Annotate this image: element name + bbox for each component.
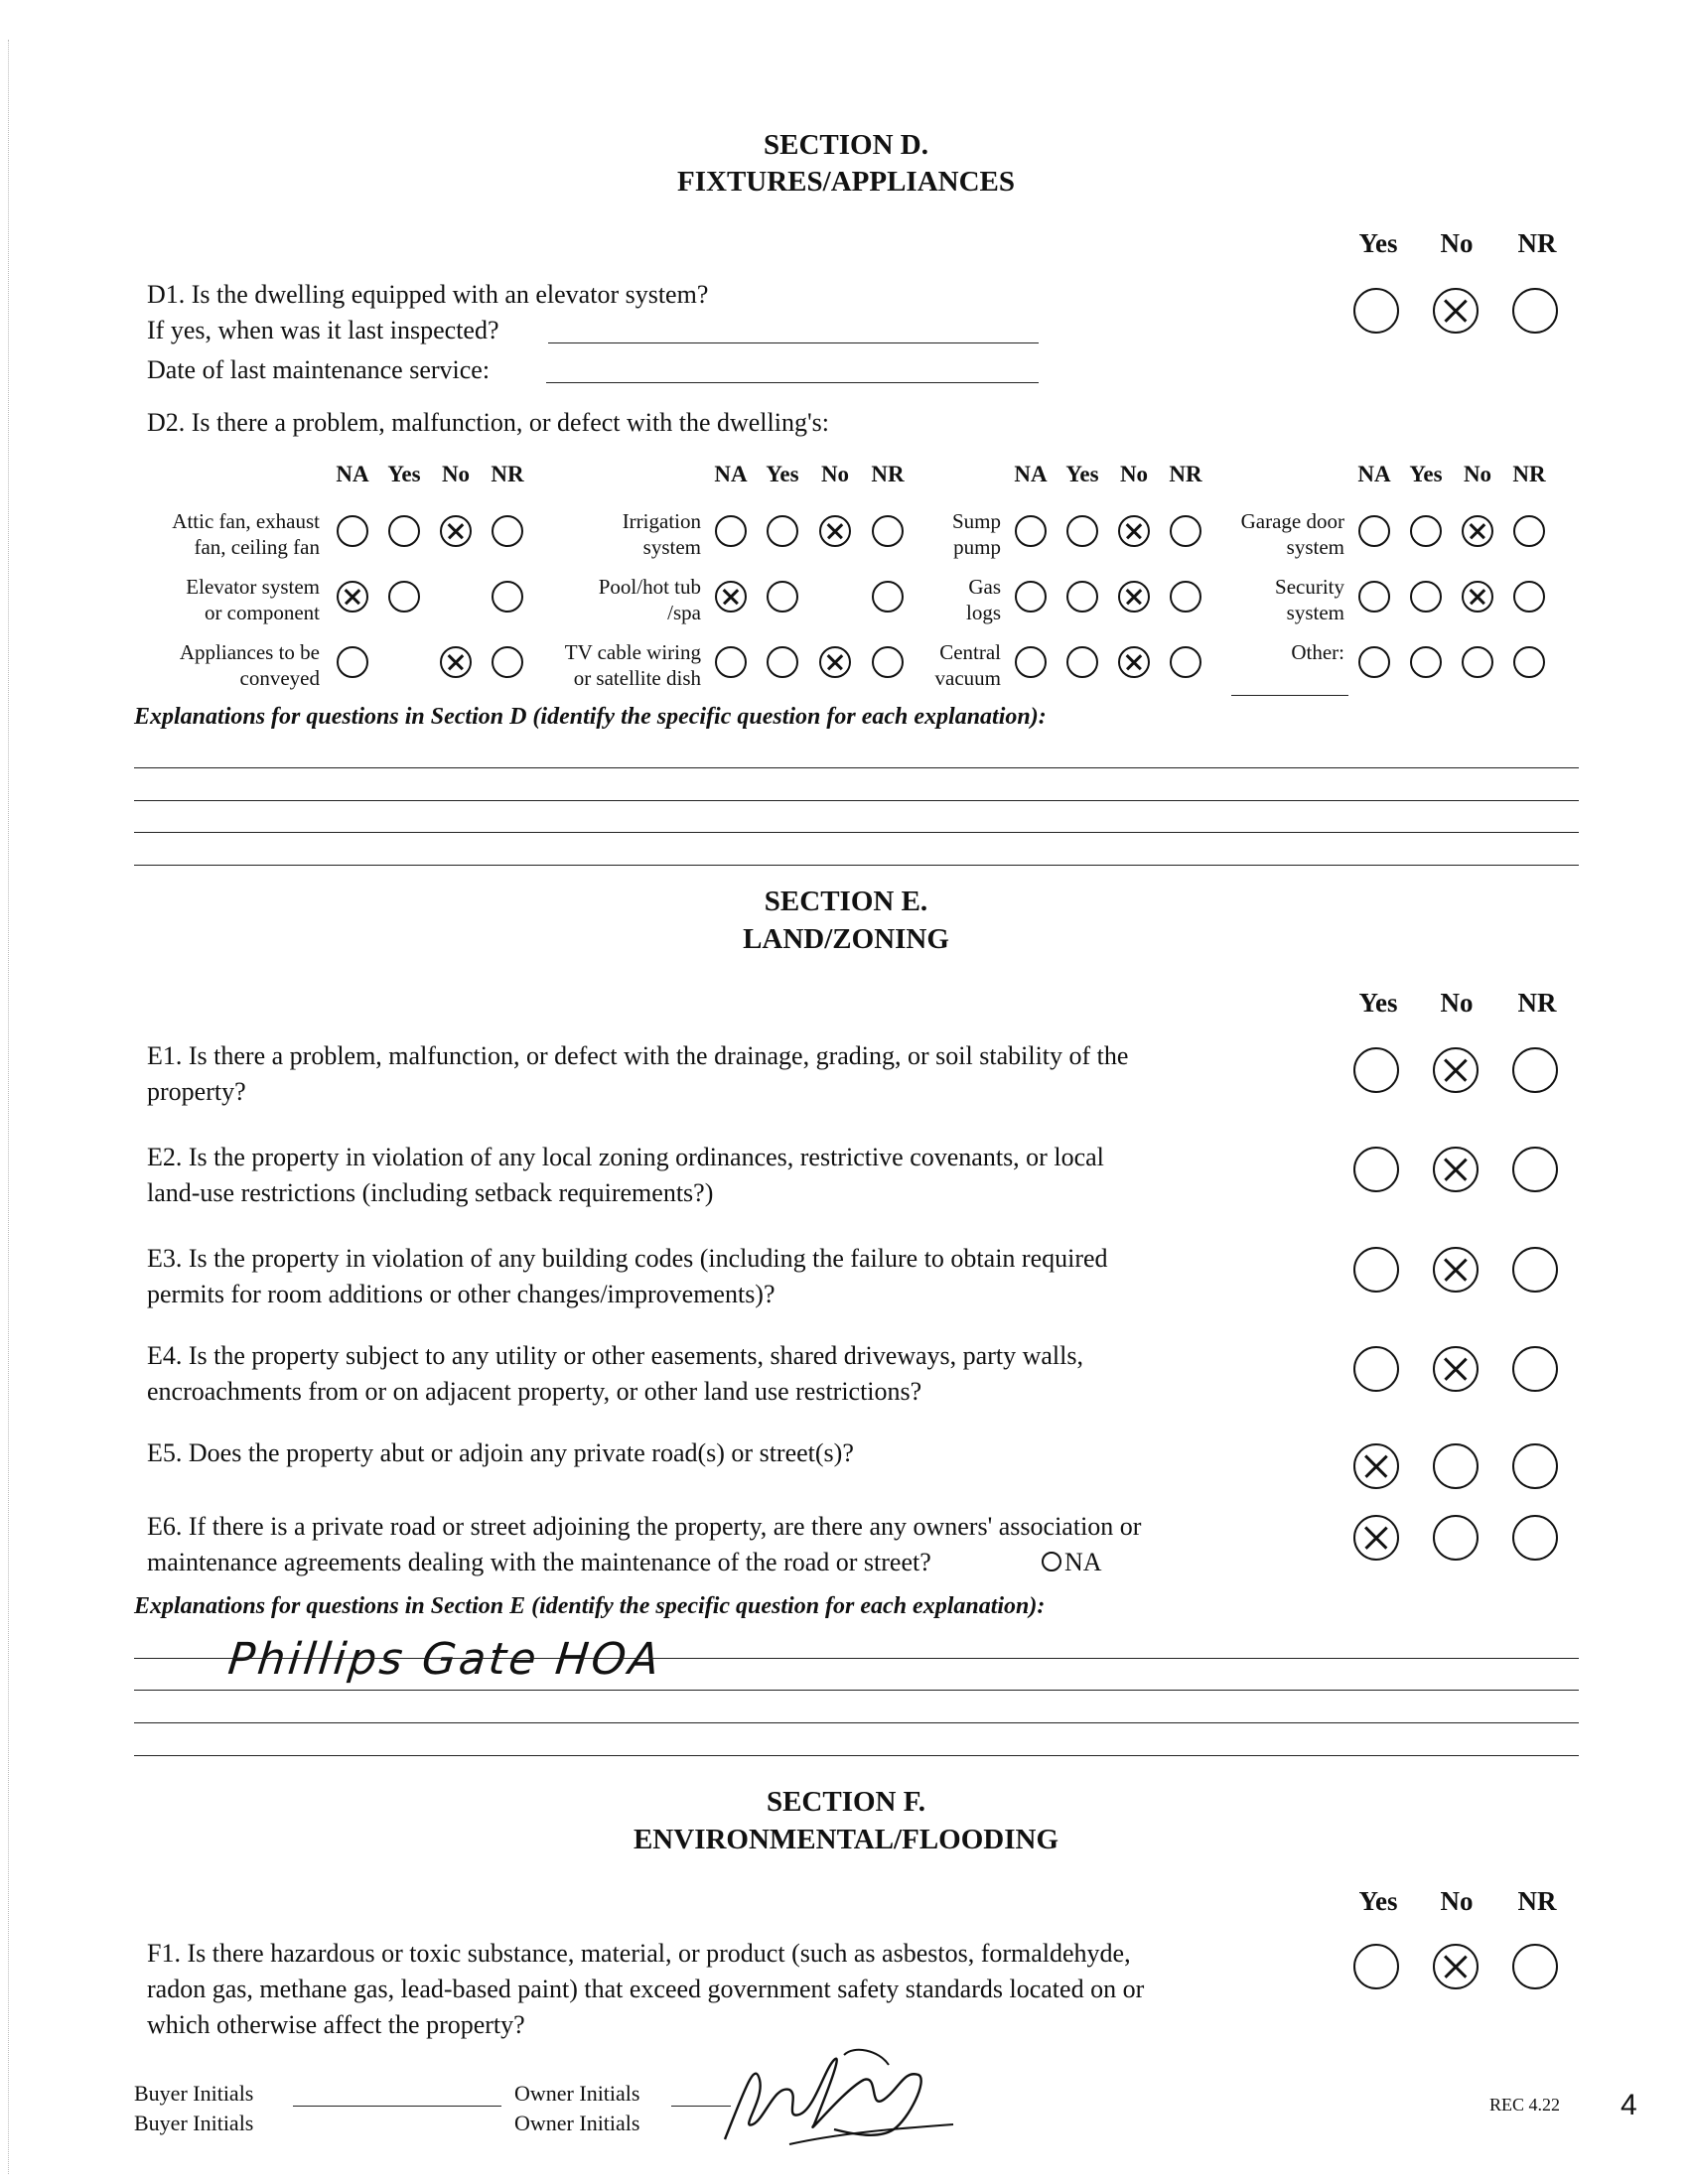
d2-g1-no: No	[441, 462, 471, 486]
d2-tv-na[interactable]	[715, 646, 747, 678]
question-e5: E5. Does the property abut or adjoin any private road(s) or street(s)?	[147, 1438, 854, 1467]
d2-appliances-nr[interactable]	[492, 646, 523, 678]
question-e6: E6. If there is a private road or street adjoining the property, are there any owners' association or	[147, 1512, 1142, 1541]
f-col-header-yes: Yes	[1358, 1886, 1398, 1916]
e3-nr-radio[interactable]	[1512, 1247, 1558, 1293]
d2-other-na[interactable]	[1358, 646, 1390, 678]
section-e-explanation-line-1[interactable]	[134, 1658, 1579, 1659]
d2-other-yes[interactable]	[1410, 646, 1442, 678]
scan-margin-mark	[8, 40, 10, 2174]
d2-security-na[interactable]	[1358, 581, 1390, 613]
d2-g3-nr: NR	[1169, 462, 1202, 486]
question-e3: E3. Is the property in violation of any building codes (including the failure to obtain required	[147, 1244, 1108, 1273]
d2-attic-yes[interactable]	[388, 515, 420, 547]
d2-g3-no: No	[1119, 462, 1149, 486]
owner-initials-label-2: Owner Initials	[514, 2111, 640, 2135]
d2-irrigation-no[interactable]	[819, 515, 851, 547]
d2-other-nr[interactable]	[1513, 646, 1545, 678]
d2-gas-yes[interactable]	[1066, 581, 1098, 613]
d2-item-tv-cable: TV cable wiring or satellite dish	[564, 640, 701, 690]
question-d1-maintenance: Date of last maintenance service:	[147, 355, 491, 384]
d2-g3-yes: Yes	[1065, 462, 1099, 486]
section-d-explanation-line-1[interactable]	[134, 767, 1579, 768]
d2-g2-na: NA	[714, 462, 748, 486]
d2-item-sump-pump: Sump pump	[951, 509, 1001, 559]
f1-yes-radio[interactable]	[1353, 1944, 1399, 1989]
d2-item-attic-fan: Attic fan, exhaust fan, ceiling fan	[172, 509, 320, 559]
d2-attic-no[interactable]	[440, 515, 472, 547]
e1-yes-radio[interactable]	[1353, 1047, 1399, 1093]
question-f1-cont-2: which otherwise affect the property?	[147, 2010, 525, 2039]
e5-yes-radio[interactable]	[1353, 1443, 1399, 1489]
d2-irrigation-nr[interactable]	[872, 515, 904, 547]
d2-tv-yes[interactable]	[767, 646, 798, 678]
d2-sump-no[interactable]	[1118, 515, 1150, 547]
d2-g3-na: NA	[1014, 462, 1048, 486]
section-d-heading: SECTION D.	[764, 129, 928, 161]
question-e4: E4. Is the property subject to any utility or other easements, shared driveways, party walls,	[147, 1341, 1083, 1370]
question-e3-cont: permits for room additions or other changes/improvements)?	[147, 1280, 776, 1308]
section-d-explanation-line-4[interactable]	[134, 865, 1579, 866]
d2-g4-nr: NR	[1512, 462, 1546, 486]
page-number: 4	[1621, 2089, 1637, 2121]
d2-item-central-vacuum: Central vacuum	[934, 640, 1001, 690]
e6-no-radio[interactable]	[1433, 1515, 1479, 1561]
e4-no-radio[interactable]	[1433, 1346, 1479, 1392]
col-header-yes: Yes	[1358, 228, 1398, 258]
e6-nr-radio[interactable]	[1512, 1515, 1558, 1561]
d2-security-nr[interactable]	[1513, 581, 1545, 613]
d2-item-pool: Pool/hot tub /spa	[598, 575, 701, 624]
section-f-heading: SECTION F.	[766, 1786, 926, 1818]
e6-yes-radio[interactable]	[1353, 1515, 1399, 1561]
d2-gas-na[interactable]	[1015, 581, 1047, 613]
d2-irrigation-yes[interactable]	[767, 515, 798, 547]
e1-no-radio[interactable]	[1433, 1047, 1479, 1093]
e-col-header-yes: Yes	[1358, 988, 1398, 1018]
d1-no-radio[interactable]	[1433, 288, 1479, 334]
section-e-explanation-handwriting: Phillips Gate HOA	[225, 1634, 665, 1685]
d2-garage-na[interactable]	[1358, 515, 1390, 547]
section-d-title: FIXTURES/APPLIANCES	[677, 166, 1015, 198]
e2-nr-radio[interactable]	[1512, 1147, 1558, 1192]
f1-nr-radio[interactable]	[1512, 1944, 1558, 1989]
buyer-initials-field[interactable]	[293, 2106, 501, 2107]
d2-elevator-na[interactable]	[337, 581, 368, 613]
col-header-nr: NR	[1517, 228, 1557, 258]
e1-nr-radio[interactable]	[1512, 1047, 1558, 1093]
d2-g4-yes: Yes	[1409, 462, 1443, 486]
col-header-no: No	[1440, 228, 1474, 258]
d2-attic-nr[interactable]	[492, 515, 523, 547]
d2-pool-yes[interactable]	[767, 581, 798, 613]
d2-garage-no[interactable]	[1462, 515, 1493, 547]
section-e-title: LAND/ZONING	[743, 923, 949, 955]
d2-appliances-no[interactable]	[440, 646, 472, 678]
d2-vacuum-nr[interactable]	[1170, 646, 1201, 678]
question-d2: D2. Is there a problem, malfunction, or defect with the dwelling's:	[147, 408, 829, 437]
d2-tv-nr[interactable]	[872, 646, 904, 678]
d2-item-garage-door: Garage door system	[1240, 509, 1344, 559]
d2-g2-nr: NR	[871, 462, 905, 486]
e3-no-radio[interactable]	[1433, 1247, 1479, 1293]
f-col-header-no: No	[1440, 1886, 1474, 1916]
question-e6-cont: maintenance agreements dealing with the maintenance of the road or street?	[147, 1548, 931, 1576]
d2-vacuum-no[interactable]	[1118, 646, 1150, 678]
d2-g2-yes: Yes	[766, 462, 799, 486]
e6-na-label: NA	[1064, 1548, 1102, 1576]
section-f-title: ENVIRONMENTAL/FLOODING	[633, 1824, 1059, 1855]
section-d-explanations-label: Explanations for questions in Section D (identify the specific question for each explanation):	[134, 704, 1047, 730]
d2-garage-nr[interactable]	[1513, 515, 1545, 547]
d2-gas-nr[interactable]	[1170, 581, 1201, 613]
d2-item-security: Security system	[1275, 575, 1344, 624]
d2-gas-no[interactable]	[1118, 581, 1150, 613]
e5-nr-radio[interactable]	[1512, 1443, 1558, 1489]
buyer-initials-label: Buyer Initials	[134, 2081, 254, 2106]
owner-initials-label: Owner Initials	[514, 2081, 640, 2106]
question-e2: E2. Is the property in violation of any local zoning ordinances, restrictive covenants, or local	[147, 1143, 1104, 1171]
d2-sump-yes[interactable]	[1066, 515, 1098, 547]
d2-vacuum-na[interactable]	[1015, 646, 1047, 678]
d2-item-other: Other:	[1291, 640, 1344, 664]
e6-na-radio[interactable]	[1042, 1552, 1061, 1571]
section-e-heading: SECTION E.	[764, 886, 928, 917]
d2-irrigation-na[interactable]	[715, 515, 747, 547]
d2-security-yes[interactable]	[1410, 581, 1442, 613]
question-f1: F1. Is there hazardous or toxic substance, material, or product (such as asbestos, formaldehyde,	[147, 1939, 1131, 1968]
question-e1-cont: property?	[147, 1077, 246, 1106]
d2-pool-nr[interactable]	[872, 581, 904, 613]
question-e1: E1. Is there a problem, malfunction, or defect with the drainage, grading, or soil stability of the	[147, 1041, 1129, 1070]
e3-yes-radio[interactable]	[1353, 1247, 1399, 1293]
d2-elevator-yes[interactable]	[388, 581, 420, 613]
d1-maintenance-field[interactable]	[546, 382, 1039, 383]
section-e-explanation-line-3[interactable]	[134, 1722, 1579, 1723]
d1-inspected-field[interactable]	[548, 342, 1039, 343]
d2-elevator-nr[interactable]	[492, 581, 523, 613]
d2-g1-nr: NR	[491, 462, 524, 486]
e-col-header-no: No	[1440, 988, 1474, 1018]
section-e-explanation-line-4[interactable]	[134, 1755, 1579, 1756]
d2-item-appliances: Appliances to be conveyed	[179, 640, 320, 690]
e5-no-radio[interactable]	[1433, 1443, 1479, 1489]
d2-tv-no[interactable]	[819, 646, 851, 678]
e2-no-radio[interactable]	[1433, 1147, 1479, 1192]
e-col-header-nr: NR	[1517, 988, 1557, 1018]
d2-g1-na: NA	[336, 462, 369, 486]
question-d1-inspected: If yes, when was it last inspected?	[147, 316, 499, 344]
d2-item-irrigation: Irrigation system	[622, 509, 701, 559]
d2-security-no[interactable]	[1462, 581, 1493, 613]
d2-appliances-na[interactable]	[337, 646, 368, 678]
d2-sump-na[interactable]	[1015, 515, 1047, 547]
f-col-header-nr: NR	[1517, 1886, 1557, 1916]
d2-pool-na[interactable]	[715, 581, 747, 613]
form-code: REC 4.22	[1489, 2095, 1561, 2115]
d2-vacuum-yes[interactable]	[1066, 646, 1098, 678]
e4-yes-radio[interactable]	[1353, 1346, 1399, 1392]
section-d-explanation-line-2[interactable]	[134, 800, 1579, 801]
d2-g1-yes: Yes	[387, 462, 421, 486]
d2-item-elevator: Elevator system or component	[186, 575, 320, 624]
d2-g4-na: NA	[1357, 462, 1391, 486]
section-d-explanation-line-3[interactable]	[134, 832, 1579, 833]
e4-nr-radio[interactable]	[1512, 1346, 1558, 1392]
e2-yes-radio[interactable]	[1353, 1147, 1399, 1192]
owner-initials-signature	[705, 2030, 963, 2159]
d2-sump-nr[interactable]	[1170, 515, 1201, 547]
f1-no-radio[interactable]	[1433, 1944, 1479, 1989]
d2-garage-yes[interactable]	[1410, 515, 1442, 547]
section-e-explanation-line-2[interactable]	[134, 1690, 1579, 1691]
d2-other-no[interactable]	[1462, 646, 1493, 678]
d2-g4-no: No	[1463, 462, 1492, 486]
question-e4-cont: encroachments from or on adjacent property, or other land use restrictions?	[147, 1377, 922, 1406]
d1-nr-radio[interactable]	[1512, 288, 1558, 334]
d2-item-gas-logs: Gas logs	[965, 575, 1001, 624]
question-f1-cont-1: radon gas, methane gas, lead-based paint) that exceed government safety standards located on or	[147, 1975, 1145, 2003]
d2-attic-na[interactable]	[337, 515, 368, 547]
d1-yes-radio[interactable]	[1353, 288, 1399, 334]
d2-other-field[interactable]	[1231, 695, 1348, 696]
question-e2-cont: land-use restrictions (including setback requirements?)	[147, 1178, 714, 1207]
question-d1: D1. Is the dwelling equipped with an elevator system?	[147, 280, 709, 309]
section-e-explanations-label: Explanations for questions in Section E (identify the specific question for each explanation):	[134, 1593, 1046, 1619]
d2-g2-no: No	[820, 462, 850, 486]
buyer-initials-label-2: Buyer Initials	[134, 2111, 254, 2135]
